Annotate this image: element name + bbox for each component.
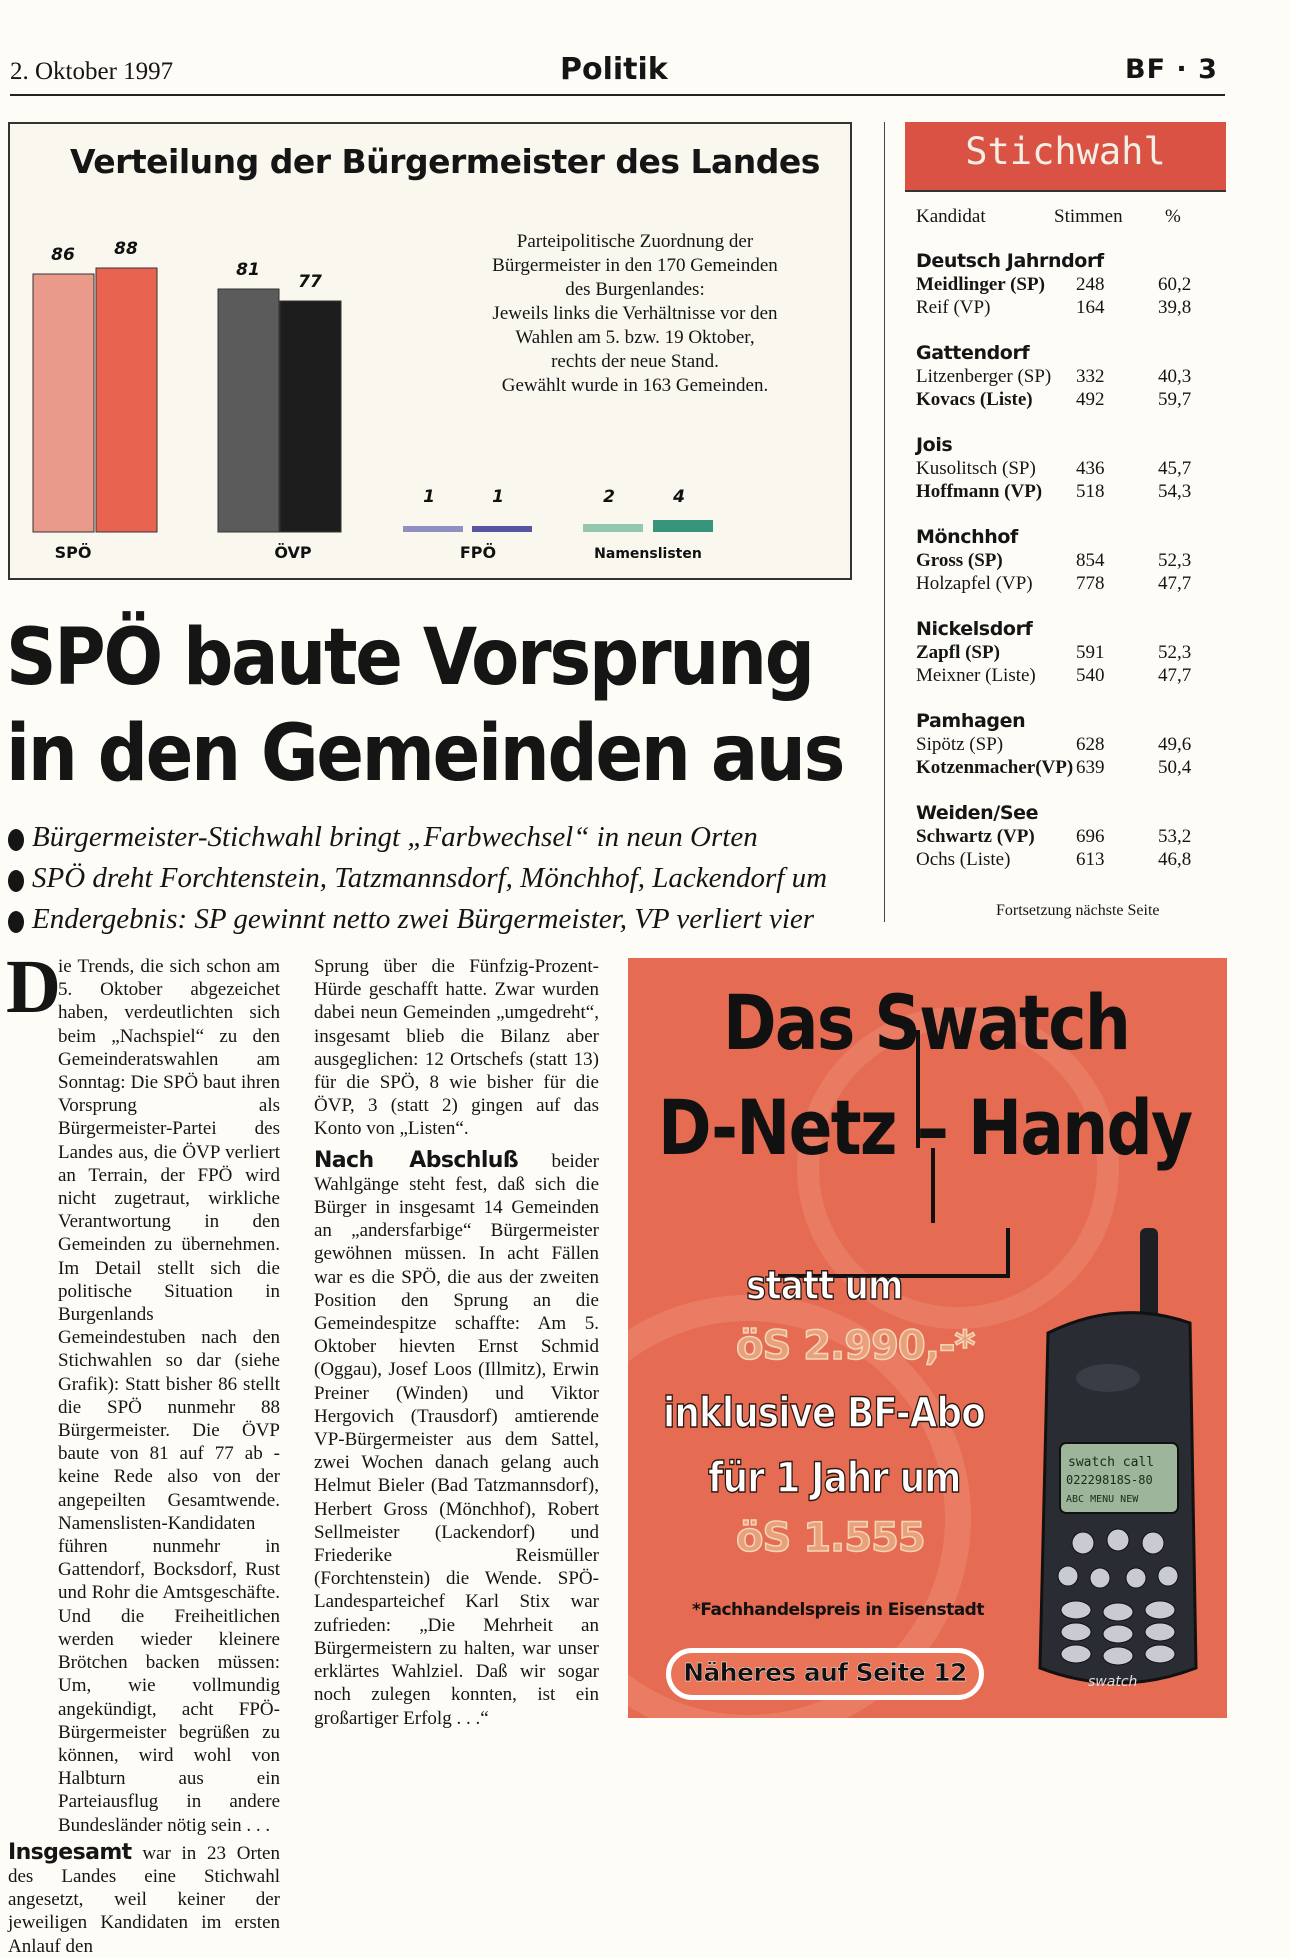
vote-count: 436: [1076, 458, 1105, 479]
chart-note-line: Bürgermeister in den 170 Gemeinden: [492, 255, 778, 276]
vote-count: 591: [1076, 642, 1105, 663]
vote-percentage: 52,3: [1158, 550, 1192, 571]
candidate-name: Kusolitsch (SP): [916, 458, 1036, 479]
article-paragraph: Insgesamt war in 23 Orten des Landes eine Stichwahl angesetzt, weil keiner der jeweiligen Kandidaten im ersten Anlauf den: [8, 1839, 280, 1957]
vote-count: 164: [1076, 297, 1105, 318]
ad-headline-line: Das Swatch: [723, 978, 1130, 1067]
category-label: ÖVP: [274, 543, 312, 562]
vote-percentage: 46,8: [1158, 849, 1192, 870]
vote-count: 613: [1076, 849, 1105, 870]
chart-note-line: rechts der neue Stand.: [551, 351, 719, 372]
town-name: Weiden/See: [916, 802, 1039, 824]
vote-percentage: 40,3: [1158, 366, 1192, 387]
candidate-name: Kovacs (Liste): [916, 389, 1033, 410]
candidate-name: Meidlinger (SP): [916, 274, 1045, 295]
stichwahl-title: Stichwahl: [965, 130, 1166, 173]
chart-bar: [403, 526, 463, 532]
bar-value-label: 81: [236, 260, 260, 280]
headline: [6, 610, 843, 802]
category-label: Namenslisten: [594, 546, 702, 562]
candidate-name: Kotzenmacher(VP): [916, 757, 1074, 778]
candidate-name: Gross (SP): [916, 550, 1003, 571]
ad-new-price: öS 1.555: [736, 1515, 925, 1561]
candidate-name: Holzapfel (VP): [916, 573, 1033, 594]
vote-count: 332: [1076, 366, 1105, 387]
issue-date: 2. Oktober 1997: [10, 58, 174, 85]
vote-count: 248: [1076, 274, 1105, 295]
bar-value-label: 77: [298, 272, 322, 292]
chart-bar: [33, 274, 94, 532]
chart-bar: [218, 289, 279, 532]
vote-count: 628: [1076, 734, 1105, 755]
chart-bar: [583, 524, 643, 532]
chart-note-line: des Burgenlandes:: [565, 279, 705, 300]
vote-percentage: 50,4: [1158, 757, 1192, 778]
ad-text: für 1 Jahr um: [708, 1453, 961, 1502]
bullet-icon: [8, 870, 24, 892]
col-header-pct: %: [1165, 206, 1181, 227]
continued-note: Fortsetzung nächste Seite: [996, 902, 1160, 919]
section-title: Politik: [560, 52, 668, 87]
chart-note-line: Parteipolitische Zuordnung der: [516, 231, 754, 252]
headline-line: SPÖ baute Vorsprung: [6, 613, 813, 703]
bar-value-label: 86: [51, 245, 75, 265]
col-header-candidate: Kandidat: [916, 206, 986, 227]
vote-count: 540: [1076, 665, 1105, 686]
town-name: Nickelsdorf: [916, 618, 1033, 640]
bar-value-label: 88: [114, 239, 138, 259]
stichwahl-rule: [905, 190, 1226, 192]
candidate-name: Zapfl (SP): [916, 642, 1000, 663]
vote-count: 518: [1076, 481, 1105, 502]
town-name: Jois: [916, 434, 953, 456]
town-name: Pamhagen: [916, 710, 1026, 732]
candidate-name: Litzenberger (SP): [916, 366, 1052, 387]
town-name: Gattendorf: [916, 342, 1030, 364]
bullet-icon: [8, 829, 24, 851]
paragraph-lead: Nach Abschluß: [314, 1147, 519, 1173]
vote-count: 696: [1076, 826, 1105, 847]
bar-value-label: 1: [492, 487, 504, 507]
col-header-votes: Stimmen: [1054, 206, 1123, 227]
subhead-bullet: SPÖ dreht Forchtenstein, Tatzmannsdorf, Mönchhof, Lackendorf um: [32, 862, 828, 894]
bullet-icon: [8, 911, 24, 933]
candidate-name: Sipötz (SP): [916, 734, 1004, 755]
vote-count: 778: [1076, 573, 1105, 594]
candidate-name: Ochs (Liste): [916, 849, 1011, 870]
vote-count: 854: [1076, 550, 1105, 571]
header-rule: [10, 94, 1225, 96]
ad-old-price: öS 2.990,-*: [736, 1323, 975, 1369]
vote-percentage: 59,7: [1158, 389, 1192, 410]
phone-display-line: swatch call: [1068, 1455, 1155, 1470]
vote-percentage: 49,6: [1158, 734, 1192, 755]
paragraph-lead: Insgesamt: [8, 1839, 132, 1865]
headline-line: in den Gemeinden aus: [6, 709, 844, 799]
bar-value-label: 2: [603, 487, 615, 507]
category-label: FPÖ: [459, 543, 497, 562]
candidate-name: Reif (VP): [916, 297, 991, 318]
vote-percentage: 47,7: [1158, 665, 1192, 686]
ad-text: inklusive BF-Abo: [663, 1388, 985, 1437]
chart-title: Verteilung der Bürgermeister des Landes: [70, 142, 820, 181]
chart-note-line: Wahlen am 5. bzw. 19 Oktober,: [515, 327, 755, 348]
candidate-name: Hoffmann (VP): [916, 481, 1043, 502]
chart-note-line: Gewählt wurde in 163 Gemeinden.: [501, 375, 769, 396]
ad-text: statt um: [746, 1263, 903, 1309]
subhead-bullet: Bürgermeister-Stichwahl bringt „Farbwechsel“ in neun Orten: [32, 821, 758, 853]
phone-display-line: ABC MENU NEW: [1066, 1494, 1139, 1505]
vote-percentage: 39,8: [1158, 297, 1192, 318]
bar-value-label: 4: [673, 487, 685, 507]
subhead-bullet: Endergebnis: SP gewinnt netto zwei Bürgermeister, VP verliert vier: [32, 903, 815, 935]
town-name: Mönchhof: [916, 526, 1018, 548]
ad-headline-line: D-Netz – Handy: [658, 1083, 1192, 1172]
drop-cap: D: [6, 945, 61, 1029]
candidate-name: Schwartz (VP): [916, 826, 1035, 847]
vote-percentage: 52,3: [1158, 642, 1192, 663]
chart-bar: [280, 301, 341, 532]
article-column-2: [314, 955, 599, 1730]
phone-display-line: 02229818S-80: [1066, 1473, 1153, 1487]
candidate-name: Meixner (Liste): [916, 665, 1036, 686]
page-number: BF · 3: [1125, 54, 1218, 85]
town-name: Deutsch Jahrndorf: [916, 250, 1104, 272]
vote-percentage: 47,7: [1158, 573, 1192, 594]
chart-note: [470, 230, 800, 398]
article-column-1: [8, 955, 280, 1958]
vote-count: 639: [1076, 757, 1105, 778]
vote-percentage: 60,2: [1158, 274, 1192, 295]
ad-footnote: *Fachhandelspreis in Eisenstadt: [692, 1600, 984, 1620]
swatch-ad[interactable]: [628, 958, 1227, 1718]
mobile-phone-icon: [1028, 1228, 1208, 1698]
vote-percentage: 53,2: [1158, 826, 1192, 847]
more-info-button-label[interactable]: Näheres auf Seite 12: [683, 1658, 967, 1687]
vote-percentage: 45,7: [1158, 458, 1192, 479]
vote-count: 492: [1076, 389, 1105, 410]
chart-bar: [96, 268, 157, 532]
category-label: SPÖ: [54, 543, 92, 562]
chart-bar: [472, 526, 532, 532]
bar-value-label: 1: [423, 487, 435, 507]
chart-note-line: Jeweils links die Verhältnisse vor den: [492, 303, 778, 324]
vote-percentage: 54,3: [1158, 481, 1192, 502]
chart-bar: [653, 520, 713, 532]
column-rule: [884, 122, 885, 922]
article-paragraph: Sprung über die Fünfzig-Prozent-Hürde geschafft hatte. Zwar wurden dabei neun Gemeinden „umgedreht“, insgesamt blieb die Bilanz aber ausgeglichen: 12 Ortschefs (statt 13) für die SPÖ, 8 wie bisher für die ÖVP, 3 (statt 2) gingen auf das Konto von „Listen“.: [314, 956, 599, 1140]
article-paragraph: ie Trends, die sich schon am 5. Oktober abgezeichet haben, verdeutlichten sich beim „Nachspiel“ zu den Gemeinderatswahlen am Sonntag: Die SPÖ baut ihren Vorsprung als Bürgermeister-Partei des Landes aus, die ÖVP verliert an Terrain, der FPÖ wird nicht zugetraut, wirkliche Verantwortung in den Gemeinden zu übernehmen. Im Detail stellt sich die politische Situation in Burgenlands Gemeindestuben nach den Stichwahlen so dar (siehe Grafik): Statt bisher 86 stellt die SPÖ nunmehr 88 Bürgermeister. Die ÖVP baute von 81 auf 77 ab - keine Rede also von der angepeilten Gesamtwende. Namenslisten-Kandidaten führen nunmehr in Gattendorf, Bocksdorf, Rust und Rohr die Amtsgeschäfte. Und die Freiheitlichen werden wieder kleinere Brötchen backen müssen: Um, wie vollmundig angekündigt, acht FPÖ-Bürgermeister begrüßen zu können, wird wohl von Halbturn aus ein Parteiausflug in andere Bundesländer nötig sein . . .: [58, 956, 280, 1836]
phone-brand: swatch: [1088, 1674, 1138, 1690]
article-paragraph: Nach Abschluß beider Wahlgänge steht fest, daß sich die Bürger in insgesamt 14 Gemeinden an „andersfarbige“ Bürgermeister gewöhnen müssen. In acht Fällen war es die SPÖ, die aus der zweiten Position den Sprung an die Gemeindespitze schaffte: Am 5. Oktober hievten Ernst Schmid (Oggau), Josef Loos (Illmitz), Erwin Preiner (Winden) und Viktor Hergovich (Trausdorf) amtierende VP-Bürgermeister aus dem Sattel, zwei Wochen danach gelang auch Helmut Bieler (Bad Tatzmannsdorf), Herbert Gross (Mönchhof), Robert Sellmeister (Lackendorf) und Friederike Reismüller (Forchtenstein) die Wende. SPÖ-Landesparteichef Karl Stix war zufrieden: „Die Mehrheit an Bürgermeistern zu halten, war unser erklärtes Wahlziel. Daß wir sogar noch zulegen konnten, ist ein großartiger Erfolg . . .“: [314, 1147, 599, 1729]
